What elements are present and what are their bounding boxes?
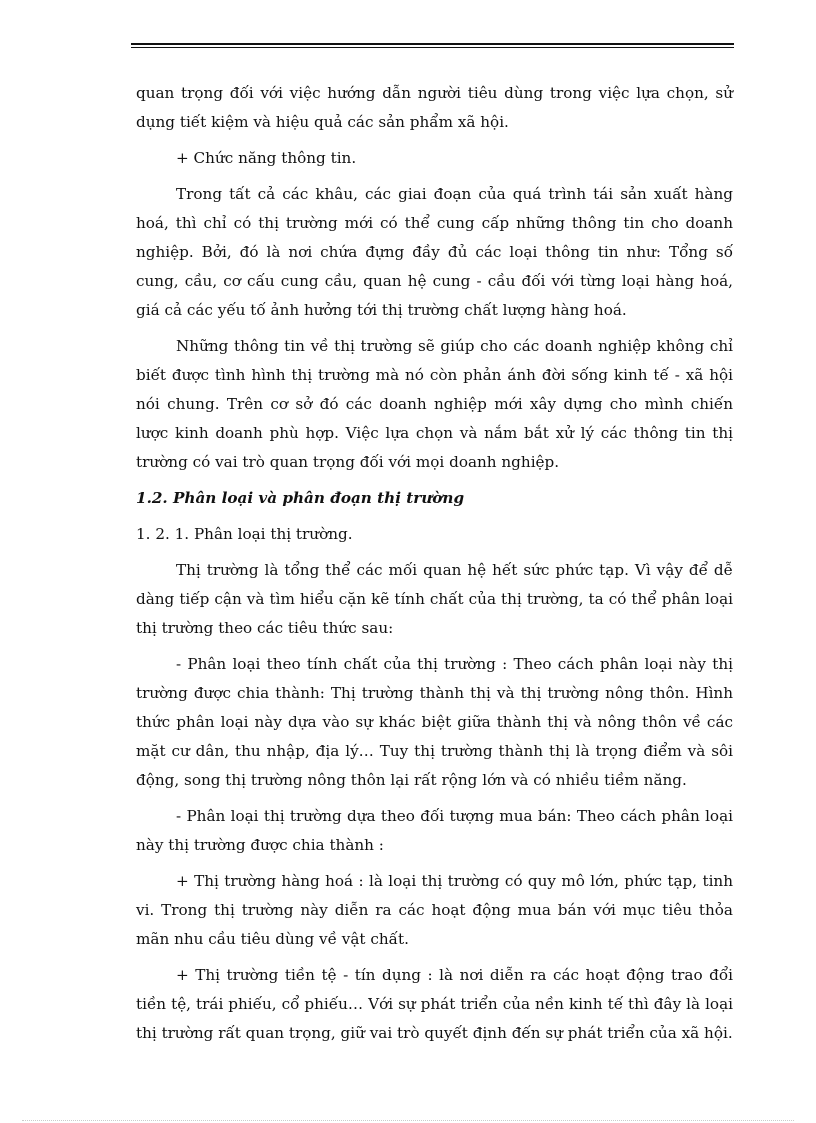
paragraph-information-function: + Chức năng thông tin.: [176, 149, 357, 167]
paragraph-goods-market: + Thị trường hàng hoá : là loại thị trường có quy mô lớn, phức tạp, tinh vi. Trong thị trường này diễn ra các hoạt động mua bán với mục tiêu thỏa mãn nhu cầu tiêu dùng về vật chất.: [136, 872, 733, 948]
page-body: [136, 79, 733, 1055]
paragraph-market-classification: Thị trường là tổng thể các mối quan hệ hết sức phức tạp. Vì vậy để dễ dàng tiếp cận và tìm hiểu cặn kẽ tính chất của thị trường, ta có thể phân loại thị trường theo các tiêu thức sau:: [136, 561, 733, 637]
paragraph-classification-by-object: - Phân loại thị trường dựa theo đối tượng mua bán: Theo cách phân loại này thị trường được chia thành :: [136, 807, 733, 854]
section-heading: 1.2. Phân loại và phân đoạn thị trường: [136, 489, 465, 507]
paragraph-money-credit-market: + Thị trường tiền tệ - tín dụng : là nơi diễn ra các hoạt động trao đổi tiền tệ, trái phiếu, cổ phiếu… Với sự phát triển của nền kinh tế thì đây là loại thị trường rất quan trọng, giữ vai trò quyết định đến sự phát triển của xã hội.: [136, 966, 733, 1042]
paragraph-market-info-benefits: Những thông tin về thị trường sẽ giúp cho các doanh nghiệp không chỉ biết được tình hình thị trường mà nó còn phản ánh đời sống kinh tế - xã hội nói chung. Trên cơ sở đó các doanh nghiệp mới xây dựng cho mình chiến lược kinh doanh phù hợp. Việc lựa chọn và nắm bắt xử lý các thông tin thị trường có vai trò quan trọng đối với mọi doanh nghiệp.: [136, 337, 733, 471]
paragraph-continuation: quan trọng đối với việc hướng dẫn người tiêu dùng trong việc lựa chọn, sử dụng tiết kiệm và hiệu quả các sản phẩm xã hội.: [136, 84, 733, 131]
paragraph-classification-by-nature: - Phân loại theo tính chất của thị trường : Theo cách phân loại này thị trường được chia thành: Thị trường thành thị và thị trường nông thôn. Hình thức phân loại này dựa vào sự khác biệt giữa thành thị và nông thôn về các mặt cư dân, thu nhập, địa lý… Tuy thị trường thành thị là trọng điểm và sôi động, song thị trường nông thôn lại rất rộng lớn và có nhiều tiềm năng.: [136, 655, 733, 789]
paragraph-market-info: Trong tất cả các khâu, các giai đoạn của quá trình tái sản xuất hàng hoá, thì chỉ có thị trường mới có thể cung cấp những thông tin cho doanh nghiệp. Bởi, đó là nơi chứa đựng đầy đủ các loại thông tin như: Tổng số cung, cầu, cơ cấu cung cầu, quan hệ cung - cầu đối với từng loại hàng hoá, giá cả các yếu tố ảnh hưởng tới thị trường chất lượng hàng hoá.: [136, 185, 733, 319]
subsection-heading: 1. 2. 1. Phân loại thị trường.: [136, 525, 353, 543]
header-rule-thick: [131, 43, 734, 45]
header-rule-thin: [131, 47, 734, 48]
bottom-dotted-line: [22, 1120, 794, 1121]
